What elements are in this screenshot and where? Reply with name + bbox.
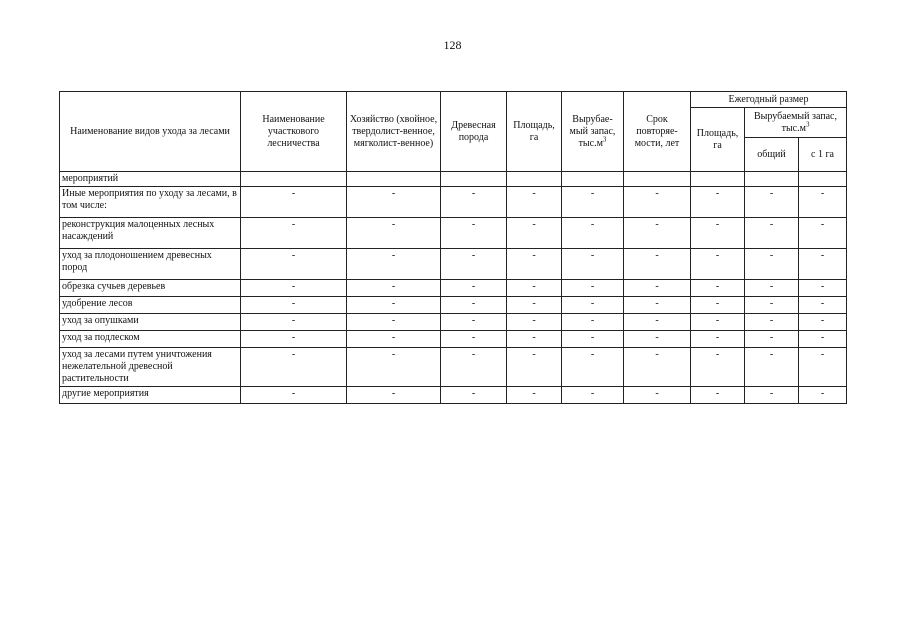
row-value: -	[507, 280, 562, 297]
header-felling-volume-label: Вырубае-мый запас, тыс.м	[569, 113, 616, 149]
table-row	[60, 297, 847, 314]
page-number: 128	[443, 38, 462, 52]
row-value: -	[799, 249, 847, 280]
header-volume-total: общий	[745, 138, 799, 172]
row-value	[745, 172, 799, 187]
row-value: -	[799, 187, 847, 218]
row-value: -	[624, 280, 691, 297]
row-value: -	[691, 187, 745, 218]
row-value	[241, 172, 347, 187]
row-value: -	[624, 218, 691, 249]
row-value: -	[562, 249, 624, 280]
row-value: -	[691, 348, 745, 387]
row-value: -	[241, 314, 347, 331]
row-value: -	[347, 348, 441, 387]
row-value: -	[624, 348, 691, 387]
forest-care-table	[59, 91, 847, 404]
row-value	[799, 172, 847, 187]
row-value: -	[241, 218, 347, 249]
header-repeat-period: Срок повторяе-мости, лет	[624, 92, 691, 172]
table-row	[60, 314, 847, 331]
row-value: -	[441, 331, 507, 348]
row-value: -	[745, 387, 799, 404]
table-row	[60, 348, 847, 387]
row-value: -	[507, 348, 562, 387]
row-value: -	[507, 187, 562, 218]
row-value: -	[241, 280, 347, 297]
row-name: реконструкция малоценных лесных насаждений	[60, 218, 241, 249]
row-value: -	[624, 314, 691, 331]
header-economy-type: Хозяйство (хвойное, твердолист-венное, мягколист-венное)	[347, 92, 441, 172]
row-value: -	[562, 387, 624, 404]
row-value: -	[799, 297, 847, 314]
row-name: мероприятий	[60, 172, 241, 187]
row-value: -	[624, 331, 691, 348]
row-value: -	[507, 249, 562, 280]
row-value: -	[562, 280, 624, 297]
row-value: -	[624, 187, 691, 218]
table-row	[60, 387, 847, 404]
header-area: Площадь, га	[507, 92, 562, 172]
row-value: -	[562, 297, 624, 314]
row-value	[507, 172, 562, 187]
row-value: -	[241, 297, 347, 314]
row-value: -	[745, 249, 799, 280]
row-value: -	[691, 331, 745, 348]
row-value: -	[745, 187, 799, 218]
header-care-type: Наименование видов ухода за лесами	[60, 92, 241, 172]
row-name: уход за лесами путем уничтожения нежелательной древесной растительности	[60, 348, 241, 387]
row-value	[624, 172, 691, 187]
row-value: -	[507, 297, 562, 314]
row-value: -	[799, 218, 847, 249]
row-value: -	[241, 348, 347, 387]
row-value: -	[691, 314, 745, 331]
header-forestry-district: Наименование участкового лесничества	[241, 92, 347, 172]
header-annual-volume-label: Вырубаемый запас, тыс.м	[754, 110, 837, 134]
row-value: -	[799, 387, 847, 404]
cube-superscript: 3	[602, 135, 607, 144]
header-annual-area: Площадь, га	[691, 108, 745, 172]
table-row	[60, 331, 847, 348]
row-value: -	[507, 314, 562, 331]
row-value: -	[507, 387, 562, 404]
row-value: -	[347, 331, 441, 348]
row-value: -	[241, 331, 347, 348]
row-value: -	[347, 280, 441, 297]
row-value: -	[691, 218, 745, 249]
row-value: -	[799, 314, 847, 331]
table-row	[60, 249, 847, 280]
row-value: -	[799, 348, 847, 387]
row-value: -	[562, 348, 624, 387]
row-value: -	[347, 387, 441, 404]
row-value: -	[691, 249, 745, 280]
table-body	[60, 172, 847, 404]
table-row	[60, 187, 847, 218]
row-name: уход за плодоношением древесных пород	[60, 249, 241, 280]
row-value: -	[441, 187, 507, 218]
row-name: уход за подлеском	[60, 331, 241, 348]
row-value: -	[624, 387, 691, 404]
row-value: -	[241, 187, 347, 218]
row-value	[562, 172, 624, 187]
header-annual-size: Ежегодный размер	[691, 92, 847, 108]
row-value: -	[562, 218, 624, 249]
table-row	[60, 280, 847, 297]
row-value	[691, 172, 745, 187]
header-volume-per-ha: с 1 га	[799, 138, 847, 172]
row-name: удобрение лесов	[60, 297, 241, 314]
row-value	[441, 172, 507, 187]
row-value: -	[241, 249, 347, 280]
row-value: -	[441, 218, 507, 249]
row-value: -	[347, 297, 441, 314]
row-value: -	[441, 348, 507, 387]
row-value: -	[691, 387, 745, 404]
row-value: -	[441, 297, 507, 314]
row-value: -	[507, 218, 562, 249]
row-value: -	[562, 187, 624, 218]
header-annual-volume	[745, 108, 847, 138]
row-value: -	[507, 331, 562, 348]
row-value: -	[241, 387, 347, 404]
row-name: Иные мероприятия по уходу за лесами, в том числе:	[60, 187, 241, 218]
row-value: -	[624, 249, 691, 280]
row-value: -	[745, 280, 799, 297]
row-value: -	[562, 331, 624, 348]
row-value: -	[441, 387, 507, 404]
row-value: -	[347, 187, 441, 218]
row-value: -	[562, 314, 624, 331]
cube-superscript: 3	[805, 120, 810, 129]
table-row	[60, 218, 847, 249]
row-value: -	[799, 331, 847, 348]
row-name: уход за опушками	[60, 314, 241, 331]
row-value: -	[624, 297, 691, 314]
row-name: другие мероприятия	[60, 387, 241, 404]
row-value: -	[691, 280, 745, 297]
row-value: -	[347, 218, 441, 249]
row-value: -	[799, 280, 847, 297]
row-value: -	[347, 249, 441, 280]
header-felling-volume	[562, 92, 624, 172]
row-value: -	[347, 314, 441, 331]
row-value: -	[745, 218, 799, 249]
row-name: обрезка сучьев деревьев	[60, 280, 241, 297]
row-value: -	[745, 314, 799, 331]
row-value: -	[745, 348, 799, 387]
row-value	[347, 172, 441, 187]
row-value: -	[691, 297, 745, 314]
row-value: -	[441, 249, 507, 280]
row-value: -	[745, 331, 799, 348]
table-row	[60, 172, 847, 187]
row-value: -	[441, 280, 507, 297]
header-tree-species: Древесная порода	[441, 92, 507, 172]
row-value: -	[745, 297, 799, 314]
row-value: -	[441, 314, 507, 331]
